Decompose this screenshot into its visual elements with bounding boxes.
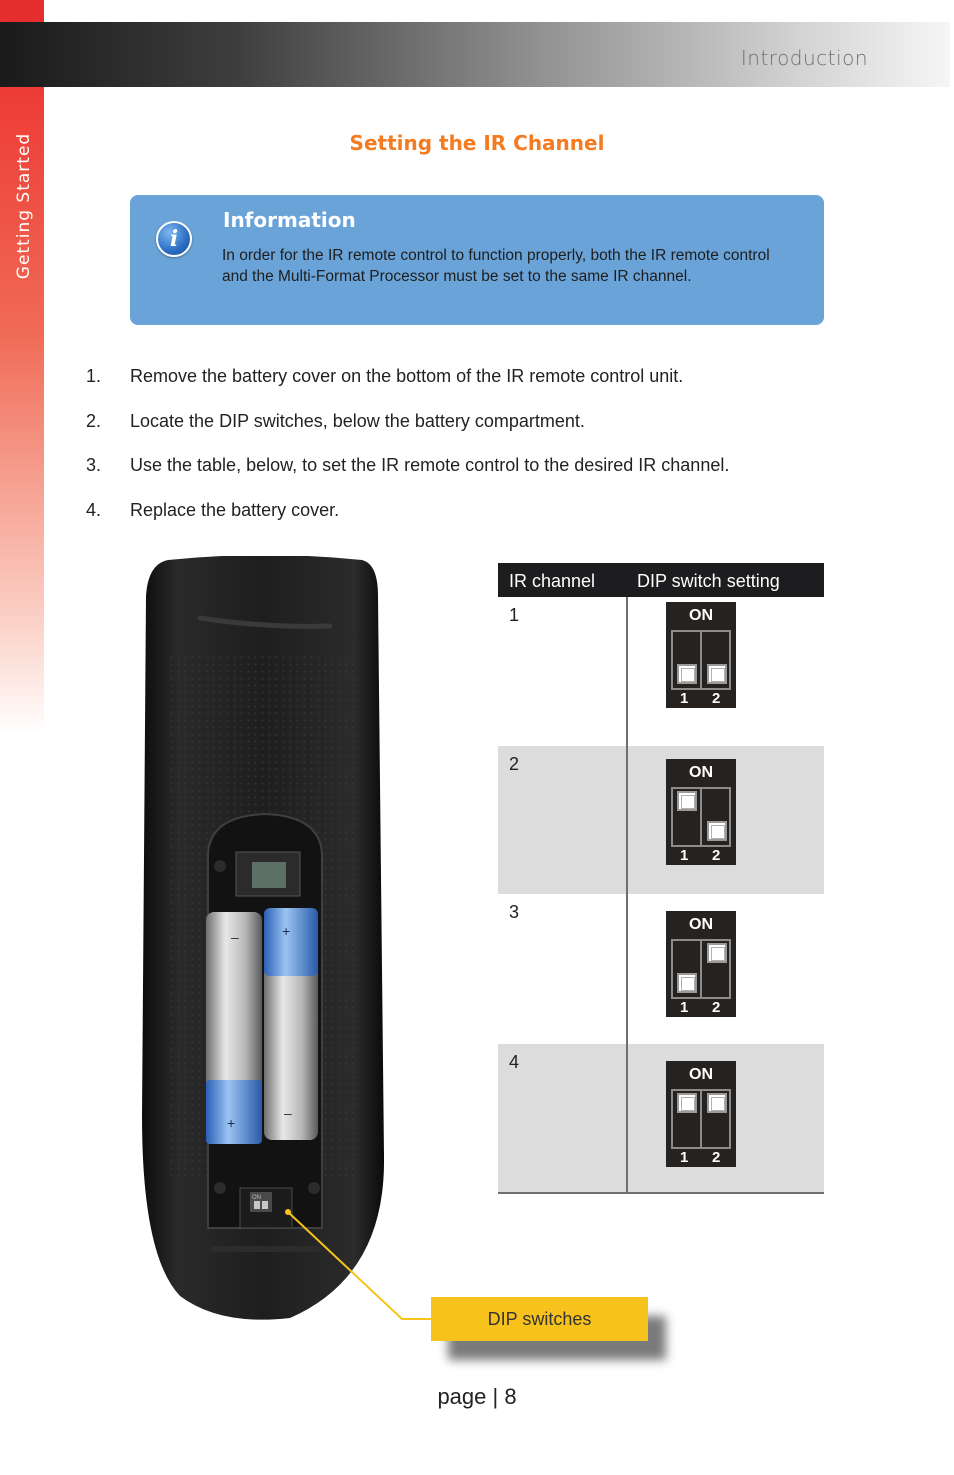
remote-control-illustration <box>140 556 390 1326</box>
step-item <box>86 366 846 411</box>
table-row <box>498 597 824 746</box>
step-text: Remove the battery cover on the bottom of the IR remote control unit. <box>130 366 684 386</box>
side-tab <box>0 0 44 735</box>
side-tab-label: Getting Started <box>14 132 34 280</box>
channel-value: 2 <box>509 754 520 774</box>
battery-minus-label: – <box>284 1105 292 1121</box>
battery-minus-label: – <box>231 929 239 945</box>
dip-label-1: 1 <box>680 847 689 864</box>
battery-right-blue-end <box>264 908 318 976</box>
column-header-channel: IR channel <box>509 571 596 591</box>
step-text: Use the table, below, to set the IR remote control to the desired IR channel. <box>130 455 730 475</box>
dip-label-2: 2 <box>712 847 721 864</box>
dip-switch-diagram <box>666 1061 736 1167</box>
remote-screw <box>308 1182 320 1194</box>
step-text: Locate the DIP switches, below the battery compartment. <box>130 410 585 431</box>
remote-screw <box>214 1182 226 1194</box>
info-icon: i <box>156 221 192 257</box>
dip-switch-2-knob <box>707 664 727 684</box>
dip-switch-2-knob <box>707 943 727 963</box>
steps-list <box>86 366 846 544</box>
step-item <box>86 411 846 456</box>
page-title: Setting the IR Channel <box>349 131 605 155</box>
dip-label-1: 1 <box>680 1149 689 1166</box>
dip-label-2: 2 <box>712 690 721 707</box>
dip-switches-callout: DIP switches <box>431 1297 648 1341</box>
step-number: 2. <box>86 410 102 431</box>
dip-switch-diagram <box>666 759 736 865</box>
battery-plus-label: + <box>227 1115 236 1131</box>
dip-switch-table <box>498 563 824 1194</box>
step-item <box>86 455 846 500</box>
channel-value: 4 <box>509 1052 520 1072</box>
battery-left-blue-end <box>206 1080 262 1144</box>
header-section-title: Introduction <box>740 46 868 70</box>
battery-plus-label: + <box>282 923 291 939</box>
step-number: 1. <box>86 366 102 386</box>
table-row <box>498 894 824 1044</box>
side-tab-cap <box>0 0 44 22</box>
dip-on-label: ON <box>689 1066 713 1083</box>
dip-switch-1-knob <box>677 973 697 993</box>
dip-switch-1-knob <box>677 664 697 684</box>
step-number: 4. <box>86 499 102 520</box>
dip-switch-2-knob <box>707 1093 727 1113</box>
dip-switch-diagram <box>666 602 736 708</box>
dip-label-1: 1 <box>680 690 689 707</box>
information-title: Information <box>223 208 356 232</box>
table-header <box>498 563 824 597</box>
channel-value: 3 <box>509 902 520 922</box>
table-column-divider <box>626 597 628 1193</box>
information-callout <box>130 195 824 325</box>
dip-label-2: 2 <box>712 1149 721 1166</box>
dip-label-1: 1 <box>680 999 689 1016</box>
table-row <box>498 746 824 894</box>
step-number: 3. <box>86 455 102 475</box>
dip-label-2: 2 <box>712 999 721 1016</box>
table-row <box>498 1044 824 1192</box>
dip-on-label: ON <box>689 916 713 933</box>
step-text: Replace the battery cover. <box>130 499 340 520</box>
column-header-setting: DIP switch setting <box>637 571 780 591</box>
dip-switch-1-knob <box>677 791 697 811</box>
step-item <box>86 500 846 545</box>
table-bottom-rule <box>498 1192 824 1194</box>
channel-value: 1 <box>509 605 520 625</box>
dip-on-label: ON <box>689 764 713 781</box>
dip-switch-diagram <box>666 911 736 1017</box>
dip-switch-1-knob <box>677 1093 697 1113</box>
dip-on-label: ON <box>689 607 713 624</box>
page-number: page | 8 <box>437 1384 517 1409</box>
dip-switch-2-knob <box>707 821 727 841</box>
remote-screw <box>214 860 226 872</box>
information-text: In order for the IR remote control to function properly, both the IR remote control and the Multi-Format Processor must be set to the same IR channel. <box>222 247 770 285</box>
dip-switch-on-label: ON <box>252 1195 261 1201</box>
